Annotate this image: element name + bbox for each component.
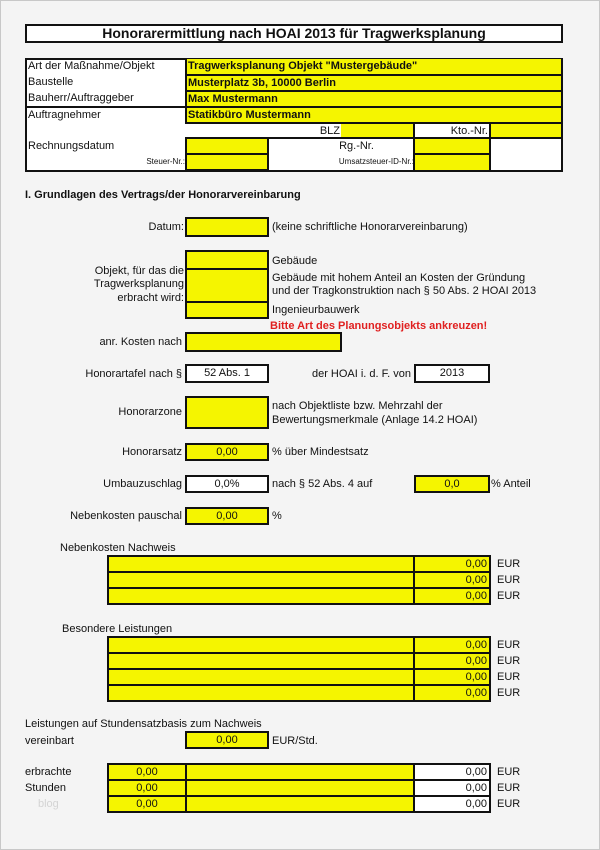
hours-desc-1[interactable]	[187, 765, 413, 779]
label-steuer-nr: Steuer-Nr.:	[146, 157, 185, 166]
stunden-heading: Leistungen auf Stundensatzbasis zum Nachweis	[25, 718, 262, 730]
field-rg-nr[interactable]	[415, 139, 489, 153]
field-auftragnehmer[interactable]: Statikbüro Mustermann	[185, 108, 561, 122]
bl-amount-1[interactable]: 0,00	[465, 639, 487, 651]
label-umbauzuschlag: Umbauzuschlag	[103, 478, 182, 490]
field-honorarsatz[interactable]: 0,00	[185, 443, 269, 461]
bl-desc-2[interactable]	[109, 654, 413, 668]
hours-unit-1: EUR	[497, 766, 521, 778]
field-steuer-nr[interactable]	[185, 153, 269, 171]
nk-desc-1[interactable]	[109, 557, 413, 571]
label-vereinbart: vereinbart	[25, 735, 74, 747]
label-baustelle: Baustelle	[28, 76, 74, 88]
label-blz: BLZ	[319, 125, 340, 137]
hours-desc-2[interactable]	[187, 781, 413, 795]
hours-desc-3[interactable]	[187, 797, 413, 811]
field-kto[interactable]	[490, 124, 561, 138]
bl-unit-4: EUR	[497, 687, 521, 699]
label-ust-id: Umsatzsteuer-ID-Nr.:	[338, 157, 414, 166]
label-honorartafel: Honorartafel nach §	[85, 368, 182, 380]
label-datum: Datum:	[148, 221, 184, 233]
honorarzone-note-2: Bewertungsmerkmale (Anlage 14.2 HOAI)	[272, 414, 478, 426]
field-stundensatz[interactable]: 0,00	[185, 731, 269, 749]
nk-desc-3[interactable]	[109, 589, 413, 603]
nk-desc-2[interactable]	[109, 573, 413, 587]
hours-1[interactable]: 0,00	[109, 765, 185, 779]
field-baustelle[interactable]: Musterplatz 3b, 10000 Berlin	[185, 76, 561, 90]
nk-amount-3: 0,00	[465, 590, 487, 602]
umbau-anteil-unit: % Anteil	[491, 478, 531, 490]
datum-note: (keine schriftliche Honorarvereinbarung)	[272, 221, 468, 233]
label-honorarzone: Honorarzone	[118, 406, 182, 418]
bl-desc-1[interactable]	[109, 638, 413, 652]
nebenkosten-unit: %	[272, 510, 282, 522]
divider	[489, 124, 491, 171]
option-ingenieurbauwerk: Ingenieurbauwerk	[272, 304, 360, 316]
warning-text: Bitte Art des Planungsobjekts ankreuzen!	[270, 320, 488, 332]
hours-3[interactable]: 0,00	[109, 797, 185, 811]
nk-amount-2: 0,00	[465, 574, 487, 586]
page-title: Honorarermittlung nach HOAI 2013 für Tragwerksplanung	[25, 24, 563, 43]
bl-desc-3[interactable]	[109, 670, 413, 684]
label-art: Art der Maßnahme/Objekt	[28, 60, 155, 72]
label-objekt-1: Objekt, für das die	[94, 265, 184, 277]
field-bauherr[interactable]: Max Mustermann	[185, 92, 561, 106]
label-hoai-fassung: der HOAI i. d. F. von	[311, 368, 411, 380]
bl-amount-3[interactable]: 0,00	[465, 671, 487, 683]
hours-amount-2: 0,00	[465, 782, 487, 794]
field-datum[interactable]	[185, 217, 269, 237]
checkbox-ingenieurbauwerk[interactable]	[185, 301, 269, 319]
field-umbau-anteil[interactable]: 0,0	[414, 475, 490, 493]
umbau-note: nach § 52 Abs. 4 auf	[272, 478, 373, 490]
bl-amount-2[interactable]: 0,00	[465, 655, 487, 667]
nk-unit-3: EUR	[497, 590, 521, 602]
section-heading: I. Grundlagen des Vertrags/der Honorarvereinbarung	[25, 189, 301, 201]
watermark: blog	[38, 798, 59, 810]
label-honorarsatz: Honorarsatz	[122, 446, 182, 458]
checkbox-gebaeude-gruendung[interactable]	[185, 268, 269, 303]
nk-amount-1: 0,00	[465, 558, 487, 570]
label-kto: Kto.-Nr.	[450, 125, 488, 137]
option-gruendung-2: und der Tragkonstruktion nach § 50 Abs. 2 HOAI 2013	[272, 285, 537, 297]
honorarsatz-unit: % über Mindestsatz	[272, 446, 369, 458]
bl-unit-2: EUR	[497, 655, 521, 667]
field-blz[interactable]	[341, 124, 413, 138]
label-rechnungsdatum: Rechnungsdatum	[28, 140, 115, 152]
hours-amount-1: 0,00	[465, 766, 487, 778]
besondere-leistungen-heading: Besondere Leistungen	[62, 623, 173, 635]
hours-unit-3: EUR	[497, 798, 521, 810]
field-anr-kosten[interactable]	[185, 332, 342, 352]
field-hoai-fassung[interactable]: 2013	[414, 364, 490, 383]
hours-unit-2: EUR	[497, 782, 521, 794]
nebenkosten-nachweis-heading: Nebenkosten Nachweis	[60, 542, 176, 554]
label-rg-nr: Rg.-Nr.	[339, 140, 374, 152]
label-objekt-3: erbracht wird:	[117, 292, 184, 304]
field-umbauzuschlag[interactable]: 0,0%	[185, 475, 269, 493]
bl-desc-4[interactable]	[109, 686, 413, 700]
field-nebenkosten-pauschal[interactable]: 0,00	[185, 507, 269, 525]
option-gebaeude: Gebäude	[272, 255, 318, 267]
checkbox-gebaeude[interactable]	[185, 250, 269, 270]
hours-2[interactable]: 0,00	[109, 781, 185, 795]
field-honorarzone[interactable]	[185, 396, 269, 429]
label-nebenkosten-pauschal: Nebenkosten pauschal	[70, 510, 182, 522]
hours-amount-3: 0,00	[465, 798, 487, 810]
label-bauherr: Bauherr/Auftraggeber	[28, 92, 134, 104]
option-gruendung-1: Gebäude mit hohem Anteil an Kosten der Gründung	[272, 272, 526, 284]
field-ust-id[interactable]	[415, 155, 489, 170]
label-objekt-2: Tragwerksplanung	[93, 278, 184, 290]
bl-unit-3: EUR	[497, 671, 521, 683]
bl-unit-1: EUR	[497, 639, 521, 651]
nk-unit-1: EUR	[497, 558, 521, 570]
field-art[interactable]: Tragwerksplanung Objekt "Mustergebäude"	[185, 59, 561, 74]
nk-unit-2: EUR	[497, 574, 521, 586]
bl-amount-4[interactable]: 0,00	[465, 687, 487, 699]
label-anr-kosten: anr. Kosten nach	[99, 336, 182, 348]
label-erbrachte: erbrachte	[25, 766, 72, 778]
field-honorartafel[interactable]: 52 Abs. 1	[185, 364, 269, 383]
label-stunden: Stunden	[25, 782, 66, 794]
stundensatz-unit: EUR/Std.	[272, 735, 318, 747]
honorarzone-note-1: nach Objektliste bzw. Mehrzahl der	[272, 400, 443, 412]
label-auftragnehmer: Auftragnehmer	[28, 109, 101, 121]
